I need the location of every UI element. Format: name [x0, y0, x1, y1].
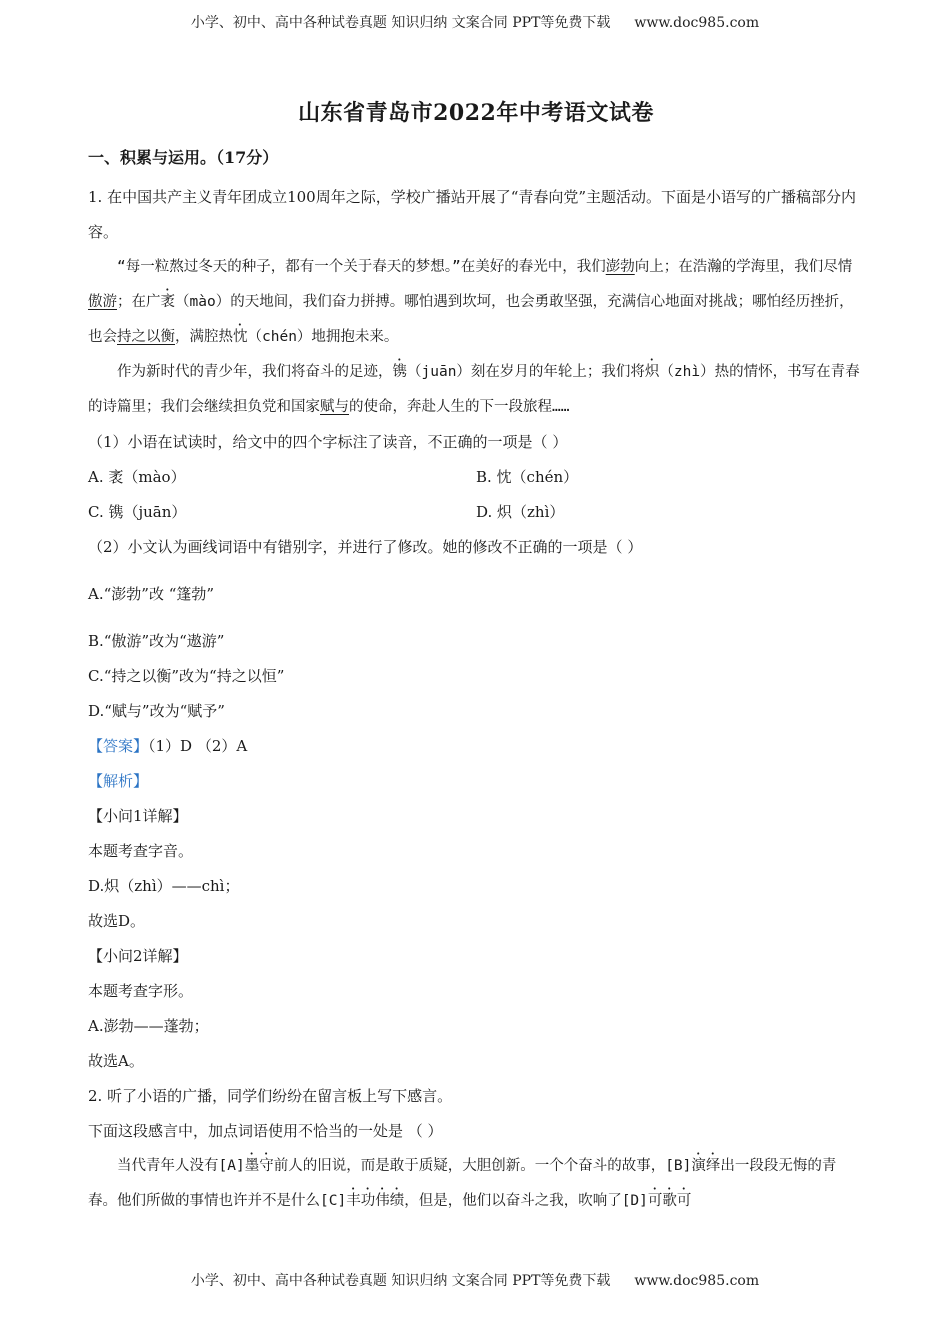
- dotted-word: 丰功伟绩: [346, 1193, 405, 1209]
- section-heading: 一、积累与运用。（17分）: [88, 148, 279, 167]
- q2-intro-2: 下面这段感言中，加点词语使用不恰当的一处是 （ ）: [88, 1122, 443, 1140]
- sub2-option-d: D.“赋与”改为“赋予”: [88, 702, 225, 720]
- dotted-char: 袤: [160, 294, 175, 310]
- banner-text: 小学、初中、高中各种试卷真题 知识归纳 文案合同 PPT等免费下载: [190, 15, 611, 31]
- underlined-word: 傲游: [88, 294, 117, 310]
- q2-intro-1: 2. 听了小语的广播，同学们纷纷在留言板上写下感言。: [88, 1087, 453, 1105]
- sub1-options-row-1: [88, 460, 864, 495]
- q1-sub1-question: （1）小语在试读时，给文中的四个字标注了读音，不正确的一项是（ ）: [88, 433, 568, 451]
- analysis-label: 【解析】: [88, 772, 149, 790]
- detail1-line: 本题考查字音。: [88, 842, 194, 860]
- dotted-char: 忱: [233, 329, 248, 345]
- detail1-line: 故选D。: [88, 912, 146, 930]
- detail2-line: 本题考查字形。: [88, 982, 194, 1000]
- sub1-options-row-2: [88, 495, 864, 530]
- detail2-line: 故选A。: [88, 1052, 144, 1070]
- dotted-word: 可歌可: [647, 1193, 692, 1209]
- dotted-char: 镌: [392, 364, 407, 380]
- q1-sub2-question: （2）小文认为画线词语中有错别字，并进行了修改。她的修改不正确的一项是（ ）: [88, 538, 643, 556]
- banner-url[interactable]: www.doc985.com: [634, 1273, 760, 1289]
- banner-text: 小学、初中、高中各种试卷真题 知识归纳 文案合同 PPT等免费下载: [190, 1273, 611, 1289]
- dotted-char: 炽: [644, 364, 660, 380]
- detail2-label: 【小问2详解】: [88, 947, 188, 965]
- banner-url[interactable]: www.doc985.com: [634, 15, 760, 31]
- q1-passage-paragraph-2: 作为新时代的青少年，我们将奋斗的足迹，镌（juān）刻在岁月的年轮上；我们将炽（zhì）热的情怀，书写在青春的诗篇里；我们会继续担负党和国家赋与的使命，奔赴人生的下一段旅程……: [88, 364, 860, 415]
- footer-banner: [0, 1270, 950, 1290]
- answer-label: 【答案】: [88, 737, 149, 755]
- sub2-option-c: C.“持之以衡”改为“持之以恒”: [88, 667, 285, 685]
- option-c: C. 镌（juān）: [88, 503, 187, 521]
- sub2-option-b: B.“傲游”改为“遨游”: [88, 632, 225, 650]
- q2-passage: 当代青年人没有[A]墨守前人的旧说，而是敢于质疑，大胆创新。一个个奋斗的故事，[B]演绎出一段段无悔的青春。他们所做的事情也许并不是什么[C]丰功伟绩，但是，他们以奋斗之我，吹响了[D]可歌可: [88, 1158, 837, 1209]
- sub2-option-a: A.“澎勃”改 “篷勃”: [88, 585, 215, 603]
- answer-text: （1）D （2）A: [148, 737, 248, 755]
- dotted-word: 演绎: [691, 1158, 721, 1174]
- detail1-line: D.炽（zhì）——chì；: [88, 877, 240, 895]
- underlined-word: 赋与: [320, 399, 349, 415]
- dotted-word: 墨守: [244, 1158, 274, 1174]
- option-a: A. 袤（mào）: [88, 468, 186, 486]
- exam-page: [88, 96, 864, 1219]
- detail1-label: 【小问1详解】: [88, 807, 188, 825]
- underlined-word: 澎勃: [605, 259, 635, 275]
- header-banner: [0, 12, 950, 32]
- option-b: B. 忱（chén）: [476, 468, 579, 486]
- q1-passage-paragraph-1: “每一粒熬过冬天的种子，都有一个关于春天的梦想。”在美好的春光中，我们澎勃向上；在浩瀚的学海里，我们尽情傲游；在广袤（mào）的天地间，我们奋力拼搏。哪怕遇到坎坷，也会勇敢坚强，充满信心地面对挑战；哪怕经历挫折，也会持之以衡，满腔热忱（chén）地拥抱未来。: [88, 259, 854, 345]
- answer-line: [88, 729, 864, 764]
- option-d: D. 炽（zhì）: [476, 503, 565, 521]
- underlined-word: 持之以衡: [117, 329, 175, 345]
- detail2-line: A.澎勃——蓬勃；: [88, 1017, 209, 1035]
- q1-intro: 1. 在中国共产主义青年团成立100周年之际，学校广播站开展了“青春向党”主题活动。下面是小语写的广播稿部分内容。: [88, 188, 857, 241]
- page-title: 山东省青岛市2022年中考语文试卷: [298, 100, 654, 126]
